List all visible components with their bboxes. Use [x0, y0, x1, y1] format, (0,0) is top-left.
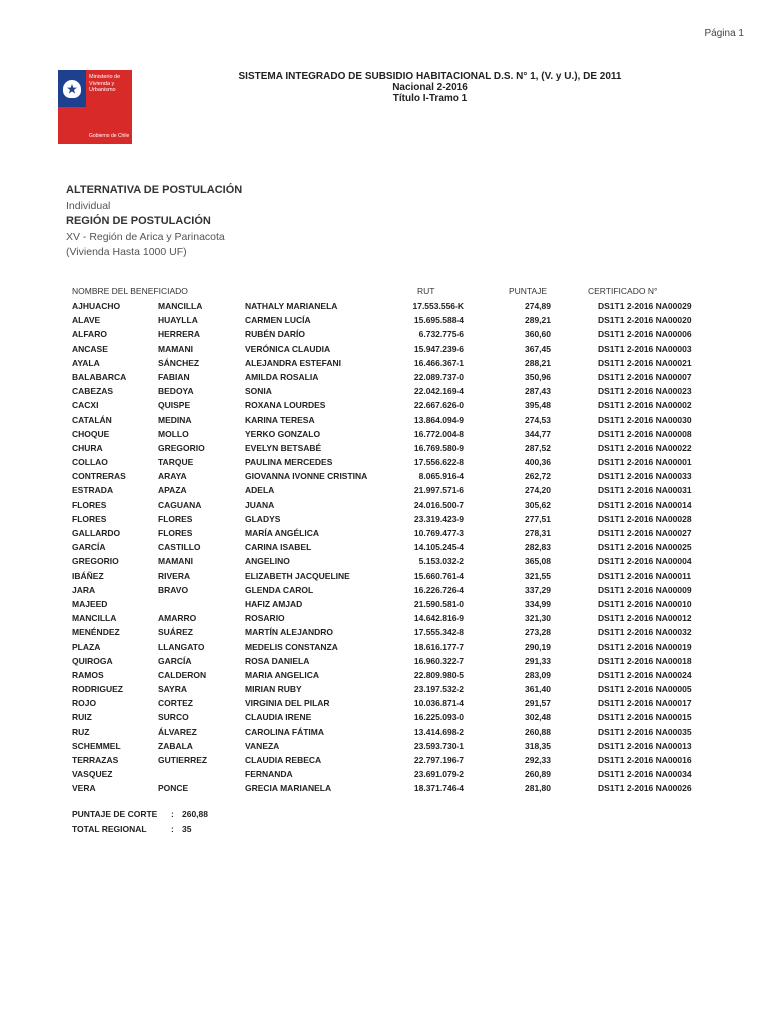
cell-certificado: DS1T1 2-2016 NA00035: [598, 726, 692, 737]
cell-given-names: JUANA: [245, 499, 275, 510]
table-row: [72, 356, 712, 370]
cell-puntaje: 281,80: [525, 783, 551, 794]
cell-certificado: DS1T1 2-2016 NA00026: [598, 783, 692, 794]
ministry-logo: [58, 70, 132, 144]
cell-rut: 16.772.004-8: [413, 428, 464, 439]
cell-certificado: DS1T1 2-2016 NA00004: [598, 556, 692, 567]
table-row: [72, 342, 712, 356]
page-number: Página 1: [704, 28, 744, 39]
cell-surname-1: CONTRERAS: [72, 471, 126, 482]
cell-surname-1: GREGORIO: [72, 556, 119, 567]
cell-surname-1: RUIZ: [72, 712, 92, 723]
cell-rut: 6.732.775-6: [418, 329, 464, 340]
table-row: [72, 398, 712, 412]
cell-puntaje: 360,60: [525, 329, 551, 340]
cell-given-names: GLADYS: [245, 513, 281, 524]
cell-given-names: ROSA DANIELA: [245, 655, 310, 666]
cell-puntaje: 260,88: [525, 726, 551, 737]
cell-certificado: DS1T1 2-2016 NA00032: [598, 627, 692, 638]
table-row: [72, 654, 712, 668]
cell-puntaje: 287,52: [525, 442, 551, 453]
table-row: [72, 413, 712, 427]
cell-surname-1: CHOQUE: [72, 428, 110, 439]
cell-puntaje: 260,89: [525, 769, 551, 780]
cell-surname-1: FLORES: [72, 513, 107, 524]
cell-certificado: DS1T1 2-2016 NA00033: [598, 471, 692, 482]
cell-surname-2: TARQUE: [158, 457, 194, 468]
cell-rut: 13.864.094-9: [413, 414, 464, 425]
cell-rut: 21.997.571-6: [413, 485, 464, 496]
cell-given-names: EVELYN BETSABÉ: [245, 442, 322, 453]
cell-puntaje: 321,30: [525, 613, 551, 624]
cell-surname-1: RUZ: [72, 726, 90, 737]
table-row: [72, 569, 712, 583]
cell-certificado: DS1T1 2-2016 NA00018: [598, 655, 692, 666]
cell-given-names: GRECIA MARIANELA: [245, 783, 332, 794]
cell-surname-2: BRAVO: [158, 584, 189, 595]
table-row: [72, 739, 712, 753]
cell-surname-2: MAMANI: [158, 343, 193, 354]
table-row: [72, 483, 712, 497]
header-name: NOMBRE DEL BENEFICIADO: [72, 286, 188, 296]
cell-surname-1: QUIROGA: [72, 655, 113, 666]
cell-certificado: DS1T1 2-2016 NA00010: [598, 598, 692, 609]
cell-rut: 22.042.169-4: [413, 386, 464, 397]
housing-limit: (Vivienda Hasta 1000 UF): [66, 246, 187, 258]
cell-surname-2: PONCE: [158, 783, 189, 794]
table-row: [72, 682, 712, 696]
cell-surname-2: MANCILLA: [158, 301, 203, 311]
cell-puntaje: 274,89: [525, 301, 551, 311]
cell-given-names: GLENDA CAROL: [245, 584, 314, 595]
cell-surname-2: CAGUANA: [158, 499, 202, 510]
logo-footer: Gobierno de Chile: [89, 132, 130, 139]
cell-puntaje: 291,57: [525, 698, 551, 709]
cell-surname-1: AYALA: [72, 357, 100, 368]
cell-surname-1: PLAZA: [72, 641, 101, 652]
cell-surname-2: GARCÍA: [158, 655, 192, 666]
cell-surname-2: MOLLO: [158, 428, 189, 439]
cell-surname-2: FABIAN: [158, 371, 190, 382]
cell-surname-1: COLLAO: [72, 457, 108, 468]
cell-surname-2: QUISPE: [158, 400, 191, 411]
cell-given-names: RUBÉN DARÍO: [245, 329, 305, 340]
cell-surname-2: GREGORIO: [158, 442, 205, 453]
header-rut: RUT: [417, 286, 435, 296]
cell-surname-2: CALDERON: [158, 669, 207, 680]
cell-given-names: ELIZABETH JACQUELINE: [245, 570, 350, 581]
cell-certificado: DS1T1 2-2016 NA00012: [598, 613, 692, 624]
cell-rut: 16.769.580-9: [413, 442, 464, 453]
cell-puntaje: 282,83: [525, 542, 551, 553]
cell-puntaje: 321,55: [525, 570, 551, 581]
cell-certificado: DS1T1 2-2016 NA00002: [598, 400, 692, 411]
cell-puntaje: 365,08: [525, 556, 551, 567]
cell-given-names: HAFIZ AMJAD: [245, 598, 303, 609]
cell-certificado: DS1T1 2-2016 NA00001: [598, 457, 692, 468]
cell-rut: 21.590.581-0: [413, 598, 464, 609]
cell-surname-1: MAJEED: [72, 598, 108, 609]
cell-surname-1: CACXI: [72, 400, 99, 411]
cell-given-names: VERÓNICA CLAUDIA: [245, 343, 331, 354]
regional-total-value: 35: [182, 823, 192, 834]
table-row: [72, 540, 712, 554]
cell-surname-2: SAYRA: [158, 684, 187, 695]
cell-surname-1: ANCASE: [72, 343, 108, 354]
cell-given-names: ADELA: [245, 485, 275, 496]
cell-surname-1: VASQUEZ: [72, 769, 113, 780]
cell-puntaje: 290,19: [525, 641, 551, 652]
cell-rut: 24.016.500-7: [413, 499, 464, 510]
cell-given-names: AMILDA ROSALIA: [245, 371, 319, 382]
cell-surname-2: FLORES: [158, 528, 193, 538]
cell-puntaje: 262,72: [525, 471, 551, 482]
cell-surname-1: RAMOS: [72, 669, 104, 680]
cell-surname-2: CASTILLO: [158, 542, 201, 553]
cell-given-names: CARMEN LUCÍA: [245, 315, 311, 326]
table-row: [72, 781, 712, 795]
cell-surname-2: CORTEZ: [158, 698, 193, 709]
cell-puntaje: 337,29: [525, 584, 551, 595]
cell-rut: 13.414.698-2: [413, 726, 464, 737]
cell-certificado: DS1T1 2-2016 NA00009: [598, 584, 692, 595]
cell-puntaje: 274,20: [525, 485, 551, 496]
alternative-value: Individual: [66, 199, 111, 212]
cell-puntaje: 274,53: [525, 414, 551, 425]
table-summary: [72, 807, 272, 836]
cell-surname-2: HERRERA: [158, 329, 201, 340]
cell-certificado: DS1T1 2-2016 NA00008: [598, 428, 692, 439]
cell-surname-2: MEDINA: [158, 414, 192, 425]
cutoff-score-value: 260,88: [182, 809, 208, 819]
cell-rut: 16.960.322-7: [413, 655, 464, 666]
cell-certificado: DS1T1 2-2016 NA00014: [598, 499, 692, 510]
cell-given-names: MEDELIS CONSTANZA: [245, 641, 338, 652]
cell-certificado: DS1T1 2-2016 NA00017: [598, 698, 692, 709]
cell-puntaje: 287,43: [525, 386, 551, 397]
table-row: [72, 710, 712, 724]
cell-surname-2: BEDOYA: [158, 386, 194, 397]
cell-certificado: DS1T1 2-2016 NA00023: [598, 386, 692, 397]
cell-certificado: DS1T1 2-2016 NA00013: [598, 740, 692, 751]
cell-rut: 23.691.079-2: [413, 769, 464, 780]
table-row: [72, 625, 712, 639]
cell-rut: 5.153.032-2: [418, 556, 464, 567]
cell-certificado: DS1T1 2-2016 NA00020: [598, 315, 692, 326]
cell-surname-2: ZABALA: [158, 740, 193, 751]
cell-certificado: DS1T1 2-2016 NA00005: [598, 684, 692, 695]
cell-certificado: DS1T1 2-2016 NA00022: [598, 442, 692, 453]
cell-surname-1: JARA: [72, 584, 96, 595]
table-row: [72, 498, 712, 512]
cell-puntaje: 400,36: [525, 457, 551, 468]
cell-surname-1: CABEZAS: [72, 386, 114, 397]
cell-puntaje: 344,77: [525, 428, 551, 439]
cell-given-names: VANEZA: [245, 740, 280, 751]
alternative-label: ALTERNATIVA DE POSTULACIÓN: [66, 184, 243, 196]
cell-surname-1: CHURA: [72, 442, 103, 453]
logo-text-line2: Vivienda y: [89, 80, 115, 87]
cell-puntaje: 278,31: [525, 528, 551, 538]
regional-total-row: [72, 822, 272, 837]
cell-surname-1: MENÉNDEZ: [72, 627, 120, 638]
cell-rut: 16.225.093-0: [413, 712, 464, 723]
document-header: [200, 71, 660, 104]
cell-rut: 16.466.367-1: [413, 357, 464, 368]
cell-rut: 16.226.726-4: [413, 584, 464, 595]
region-value: XV - Región de Arica y Parinacota: [66, 230, 225, 243]
table-row: [72, 327, 712, 341]
table-row: [72, 370, 712, 384]
cell-puntaje: 277,51: [525, 513, 551, 524]
cell-given-names: VIRGINIA DEL PILAR: [245, 698, 330, 709]
cutoff-score-label: PUNTAJE DE CORTE: [72, 809, 158, 819]
cell-given-names: YERKO GONZALO: [245, 428, 321, 439]
cell-certificado: DS1T1 2-2016 NA00030: [598, 414, 692, 425]
cell-rut: 14.642.816-9: [413, 613, 464, 624]
table-row: [72, 583, 712, 597]
cell-given-names: MARÍA ANGÉLICA: [245, 528, 319, 538]
cell-surname-1: IBÁÑEZ: [72, 570, 104, 581]
cell-surname-1: GALLARDO: [72, 528, 121, 538]
beneficiaries-table: [72, 284, 712, 796]
cell-certificado: DS1T1 2-2016 NA00024: [598, 669, 692, 680]
table-row: [72, 526, 712, 540]
cell-puntaje: 289,21: [525, 315, 551, 326]
cell-rut: 23.319.423-9: [413, 513, 464, 524]
cell-surname-2: SÁNCHEZ: [158, 357, 200, 368]
header-puntaje: PUNTAJE: [509, 286, 548, 296]
cell-surname-1: CATALÁN: [72, 414, 112, 425]
regional-total-label: TOTAL REGIONAL: [72, 823, 147, 834]
cell-given-names: GIOVANNA IVONNE CRISTINA: [245, 471, 368, 482]
table-row: [72, 427, 712, 441]
cell-puntaje: 334,99: [525, 598, 551, 609]
cell-given-names: CAROLINA FÁTIMA: [245, 726, 325, 737]
header-certificado: CERTIFICADO N°: [588, 286, 658, 296]
cell-surname-1: RODRIGUEZ: [72, 684, 123, 695]
cell-certificado: DS1T1 2-2016 NA00029: [598, 301, 692, 311]
cell-surname-1: SCHEMMEL: [72, 740, 121, 751]
cell-rut: 23.593.730-1: [413, 740, 464, 751]
cell-surname-1: GARCÍA: [72, 542, 106, 553]
cell-surname-1: TERRAZAS: [72, 755, 119, 765]
cell-given-names: NATHALY MARIANELA: [245, 301, 338, 311]
cell-given-names: MIRIAN RUBY: [245, 684, 302, 695]
cell-given-names: ALEJANDRA ESTEFANI: [245, 357, 342, 368]
cell-puntaje: 273,28: [525, 627, 551, 638]
cell-rut: 10.769.477-3: [413, 528, 464, 538]
cell-surname-1: BALABARCA: [72, 371, 127, 382]
document-subtitle-tramo: Título I-Tramo 1: [392, 93, 468, 104]
cell-certificado: DS1T1 2-2016 NA00027: [598, 528, 692, 538]
cutoff-score-row: [72, 807, 272, 822]
cell-rut: 14.105.245-4: [413, 542, 464, 553]
cell-certificado: DS1T1 2-2016 NA00025: [598, 542, 692, 553]
cell-given-names: CLAUDIA IRENE: [245, 712, 312, 723]
cell-surname-2: APAZA: [158, 485, 187, 496]
cell-surname-1: FLORES: [72, 499, 107, 510]
cell-surname-1: AJHUACHO: [72, 301, 121, 311]
cell-surname-2: ÁLVAREZ: [158, 726, 197, 737]
cell-certificado: DS1T1 2-2016 NA00015: [598, 712, 692, 723]
separator: :: [171, 823, 174, 834]
cell-given-names: MARIA ANGELICA: [245, 669, 319, 680]
table-row: [72, 611, 712, 625]
cell-surname-2: HUAYLLA: [158, 315, 198, 326]
cell-puntaje: 291,33: [525, 655, 551, 666]
cell-surname-1: MANCILLA: [72, 613, 117, 624]
table-row: [72, 554, 712, 568]
table-row: [72, 725, 712, 739]
cell-rut: 18.371.746-4: [413, 783, 464, 794]
cell-surname-2: AMARRO: [158, 613, 197, 624]
cell-rut: 17.556.622-8: [413, 457, 464, 468]
cell-given-names: KARINA TERESA: [245, 414, 315, 425]
cell-certificado: DS1T1 2-2016 NA00007: [598, 371, 692, 382]
table-row: [72, 512, 712, 526]
cell-rut: 15.695.588-4: [413, 315, 464, 326]
cell-given-names: ROXANA LOURDES: [245, 400, 326, 411]
cell-surname-2: SURCO: [158, 712, 189, 723]
cell-puntaje: 302,48: [525, 712, 551, 723]
cell-rut: 15.947.239-6: [413, 343, 464, 354]
cell-rut: 18.616.177-7: [413, 641, 464, 652]
cell-surname-1: ALFARO: [72, 329, 107, 340]
cell-rut: 22.089.737-0: [413, 371, 464, 382]
cell-surname-2: LLANGATO: [158, 641, 205, 652]
table-row: [72, 696, 712, 710]
cell-surname-2: SUÁREZ: [158, 627, 193, 638]
cell-certificado: DS1T1 2-2016 NA00011: [598, 570, 692, 581]
cell-given-names: ANGELINO: [245, 556, 290, 567]
table-row: [72, 597, 712, 611]
cell-certificado: DS1T1 2-2016 NA00003: [598, 343, 692, 354]
cell-surname-1: ROJO: [72, 698, 97, 709]
cell-certificado: DS1T1 2-2016 NA00006: [598, 329, 692, 340]
cell-puntaje: 292,33: [525, 755, 551, 765]
cell-surname-2: MAMANI: [158, 556, 193, 567]
cell-surname-1: VERA: [72, 783, 96, 794]
table-row: [72, 441, 712, 455]
cell-puntaje: 367,45: [525, 343, 551, 354]
cell-rut: 22.797.196-7: [413, 755, 464, 765]
cell-certificado: DS1T1 2-2016 NA00021: [598, 357, 692, 368]
cell-surname-1: ESTRADA: [72, 485, 114, 496]
separator: :: [171, 809, 174, 819]
cell-given-names: SONIA: [245, 386, 272, 397]
table-row: [72, 668, 712, 682]
cell-surname-2: RIVERA: [158, 570, 191, 581]
cell-rut: 22.667.626-0: [413, 400, 464, 411]
document-subtitle: Nacional 2-2016: [392, 82, 468, 93]
cell-rut: 17.555.342-8: [413, 627, 464, 638]
cell-puntaje: 283,09: [525, 669, 551, 680]
cell-rut: 10.036.871-4: [413, 698, 464, 709]
cell-rut: 8.065.916-4: [418, 471, 464, 482]
cell-puntaje: 361,40: [525, 684, 551, 695]
cell-puntaje: 350,96: [525, 371, 551, 382]
table-row: [72, 384, 712, 398]
cell-given-names: MARTÍN ALEJANDRO: [245, 627, 333, 638]
logo-text-line3: Urbanismo: [89, 87, 116, 93]
cell-surname-2: ARAYA: [158, 471, 187, 482]
cell-given-names: CARINA ISABEL: [245, 542, 312, 553]
cell-certificado: DS1T1 2-2016 NA00019: [598, 641, 692, 652]
cell-puntaje: 305,62: [525, 499, 551, 510]
document-title: SISTEMA INTEGRADO DE SUBSIDIO HABITACIONAL D.S. N° 1, (V. y U.), DE 2011: [238, 71, 622, 82]
cell-puntaje: 395,48: [525, 400, 551, 411]
cell-surname-1: ALAVE: [72, 315, 101, 326]
cell-rut: 17.553.556-K: [412, 301, 464, 311]
logo-text-line1: Ministerio de: [89, 74, 121, 80]
cell-given-names: ROSARIO: [245, 613, 285, 624]
cell-certificado: DS1T1 2-2016 NA00031: [598, 485, 692, 496]
cell-rut: 23.197.532-2: [413, 684, 464, 695]
cell-given-names: FERNANDA: [245, 769, 293, 780]
table-row: [72, 313, 712, 327]
table-row: [72, 640, 712, 654]
table-row: [72, 753, 712, 767]
cell-surname-2: GUTIERREZ: [158, 755, 208, 765]
cell-certificado: DS1T1 2-2016 NA00028: [598, 513, 692, 524]
cell-puntaje: 318,35: [525, 740, 551, 751]
cell-puntaje: 288,21: [525, 357, 551, 368]
region-label: REGIÓN DE POSTULACIÓN: [66, 215, 211, 227]
cell-surname-2: FLORES: [158, 513, 193, 524]
cell-given-names: CLAUDIA REBECA: [245, 755, 322, 765]
cell-rut: 15.660.761-4: [413, 570, 464, 581]
coat-of-arms-icon: [58, 70, 86, 107]
table-header: [72, 284, 712, 299]
cell-certificado: DS1T1 2-2016 NA00034: [598, 769, 692, 780]
cell-certificado: DS1T1 2-2016 NA00016: [598, 755, 692, 765]
table-row: [72, 299, 712, 313]
table-row: [72, 469, 712, 483]
table-row: [72, 767, 712, 781]
cell-rut: 22.809.980-5: [413, 669, 464, 680]
postulation-info: [66, 183, 242, 261]
cell-given-names: PAULINA MERCEDES: [245, 457, 333, 468]
table-row: [72, 455, 712, 469]
